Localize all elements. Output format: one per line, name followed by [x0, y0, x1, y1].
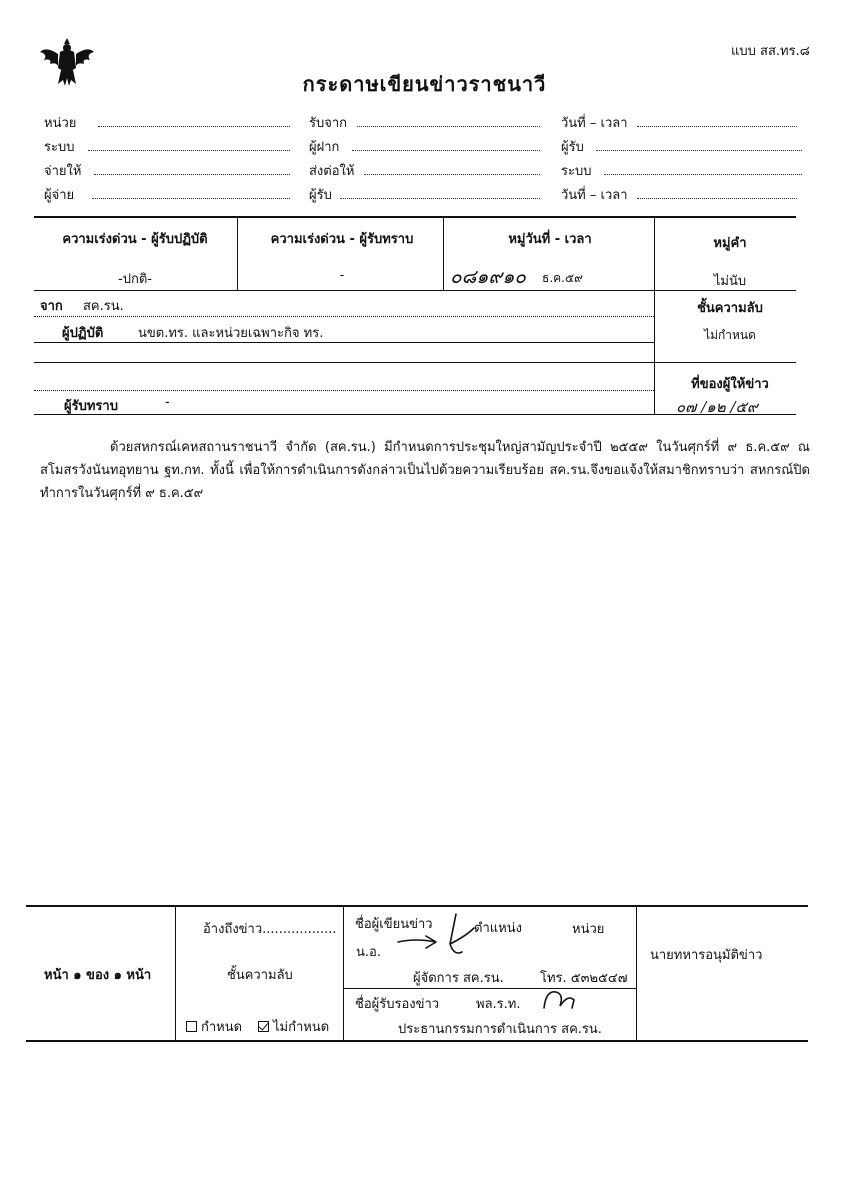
writer-signature-icon: [396, 908, 486, 962]
page-title: กระดาษเขียนข่าวราชนาวี: [302, 72, 547, 96]
field-depositor-line[interactable]: [352, 150, 540, 151]
word-group-label: หมู่คำ: [713, 236, 747, 251]
field-receiver-line-2[interactable]: [340, 198, 540, 199]
info-label: ผู้รับทราบ: [64, 399, 118, 414]
table-top-border: [34, 216, 796, 218]
checkbox-defined[interactable]: [186, 1016, 242, 1037]
writer-rank: น.อ.: [356, 945, 381, 960]
classification-label: ชั้นความลับ: [697, 301, 763, 316]
footer-inner-divider: [343, 988, 636, 989]
table-row-divider-2: [34, 342, 654, 343]
footer-col-2: [343, 905, 344, 1040]
unit-label: หน่วย: [572, 922, 605, 937]
form-code: แบบ สส.ทร.๘: [731, 44, 810, 59]
action-value: นขต.ทร. และหน่วยเฉพาะกิจ ทร.: [138, 326, 324, 341]
footer-bottom-border: [26, 1040, 808, 1042]
table-col-divider-2: [443, 216, 444, 290]
field-datetime-label-2: วันที่ – เวลา: [561, 188, 628, 203]
urgency-info-value: -: [339, 268, 345, 283]
approver-label: นายทหารอนุมัติข่าว: [650, 948, 763, 963]
field-receiver-label-1: ผู้รับ: [561, 140, 584, 155]
urgency-action-label: ความเร่งด่วน - ผู้รับปฏิบัติ: [62, 232, 208, 247]
field-depositor-label: ผู้ฝาก: [309, 140, 340, 155]
writer-phone: โทร. ๕๓๒๕๔๗: [540, 971, 628, 986]
field-pay-to-line[interactable]: [94, 174, 290, 175]
checkbox-defined-label: กำหนด: [201, 1020, 243, 1035]
message-body: [40, 436, 810, 505]
urgency-info-label: ความเร่งด่วน - ผู้รับทราบ: [270, 232, 414, 247]
checkbox-undefined-box[interactable]: [258, 1021, 269, 1032]
urgency-action-value: -ปกติ-: [118, 272, 152, 287]
originator-ref-value: ๐๗ /๑๒ /๕๙: [676, 398, 758, 416]
field-datetime-line-2[interactable]: [637, 198, 797, 199]
footer-col-1: [175, 905, 176, 1040]
footer-classification-label: ชั้นความลับ: [227, 968, 293, 983]
writer-position: ผู้จัดการ สค.รน.: [413, 971, 504, 986]
field-receiver-line-1[interactable]: [596, 150, 802, 151]
message-paragraph: ด้วยสหกรณ์เคหสถานราชนาวี จำกัด (สค.รน.) มีกำหนดการประชุมใหญ่สามัญประจำปี ๒๕๕๙ ในวันศุกร์ที่ ๙ ธ.ค.๕๙ ณ สโมสรวังนันทอุทยาน ฐท.กท. ทั้งนี้ เพื่อให้การดำเนินการดังกล่าวเป็นไปด้วยความเรียบร้อย สค.รน.จึงขอแจ้งให้สมาชิกทราบว่า สหกรณ์ปิดทำการในวันศุกร์ที่ ๙ ธ.ค.๕๙: [40, 440, 810, 501]
classification-value: ไม่กำหนด: [704, 328, 756, 342]
field-datetime-label-1: วันที่ – เวลา: [561, 116, 628, 131]
table-col-divider-1: [237, 216, 238, 290]
footer-top-border: [26, 905, 808, 907]
field-system-line-2[interactable]: [604, 174, 802, 175]
from-value: สค.รน.: [83, 299, 124, 314]
originator-ref-label: ที่ของผู้ให้ข่าว: [691, 377, 769, 392]
checkbox-undefined-label: ไม่กำหนด: [273, 1020, 330, 1035]
table-dotted-2: [34, 390, 654, 391]
field-unit-line[interactable]: [98, 126, 290, 127]
certifier-signature-icon: [540, 986, 580, 1014]
field-payer-label: ผู้จ่าย: [44, 188, 75, 203]
checkbox-undefined[interactable]: [258, 1016, 329, 1037]
action-label: ผู้ปฏิบัติ: [62, 326, 104, 341]
group-datetime-handwritten: ๐๘๑๙๑๐: [450, 266, 526, 288]
certifier-position: ประธานกรรมการดำเนินการ สค.รน.: [398, 1022, 602, 1037]
certifier-rank: พล.ร.ท.: [476, 997, 521, 1012]
field-received-from-line[interactable]: [357, 126, 540, 127]
field-payer-line[interactable]: [92, 198, 290, 199]
field-system-label: ระบบ: [44, 140, 75, 155]
field-unit-label: หน่วย: [44, 116, 77, 131]
reference-label: อ้างถึงข่าว..................: [203, 922, 337, 937]
table-dotted-1: [34, 316, 654, 317]
checkbox-defined-box[interactable]: [186, 1021, 197, 1032]
from-label: จาก: [40, 299, 63, 314]
field-forward-to-line[interactable]: [364, 174, 540, 175]
field-system-line[interactable]: [88, 150, 290, 151]
group-datetime-suffix: ธ.ค.๕๙: [542, 271, 583, 285]
field-pay-to-label: จ่ายให้: [44, 164, 82, 179]
position-label: ตำแหน่ง: [474, 921, 522, 936]
field-received-from-label: รับจาก: [309, 116, 348, 131]
certifier-label: ชื่อผู้รับรองข่าว: [355, 997, 440, 1012]
field-datetime-line-1[interactable]: [637, 126, 797, 127]
footer-col-3: [636, 905, 637, 1040]
field-forward-to-label: ส่งต่อให้: [309, 164, 355, 179]
field-receiver-label-2: ผู้รับ: [309, 188, 332, 203]
page-indicator: หน้า ๑ ของ ๑ หน้า: [44, 968, 152, 983]
table-col-divider-3: [654, 216, 655, 414]
word-group-value: ไม่นับ: [713, 274, 747, 289]
table-row-divider-3: [34, 362, 796, 363]
group-datetime-label: หมู่วันที่ - เวลา: [508, 232, 592, 247]
info-value: -: [165, 395, 170, 410]
field-system-label-2: ระบบ: [561, 164, 592, 179]
writer-label: ชื่อผู้เขียนข่าว: [355, 917, 433, 932]
